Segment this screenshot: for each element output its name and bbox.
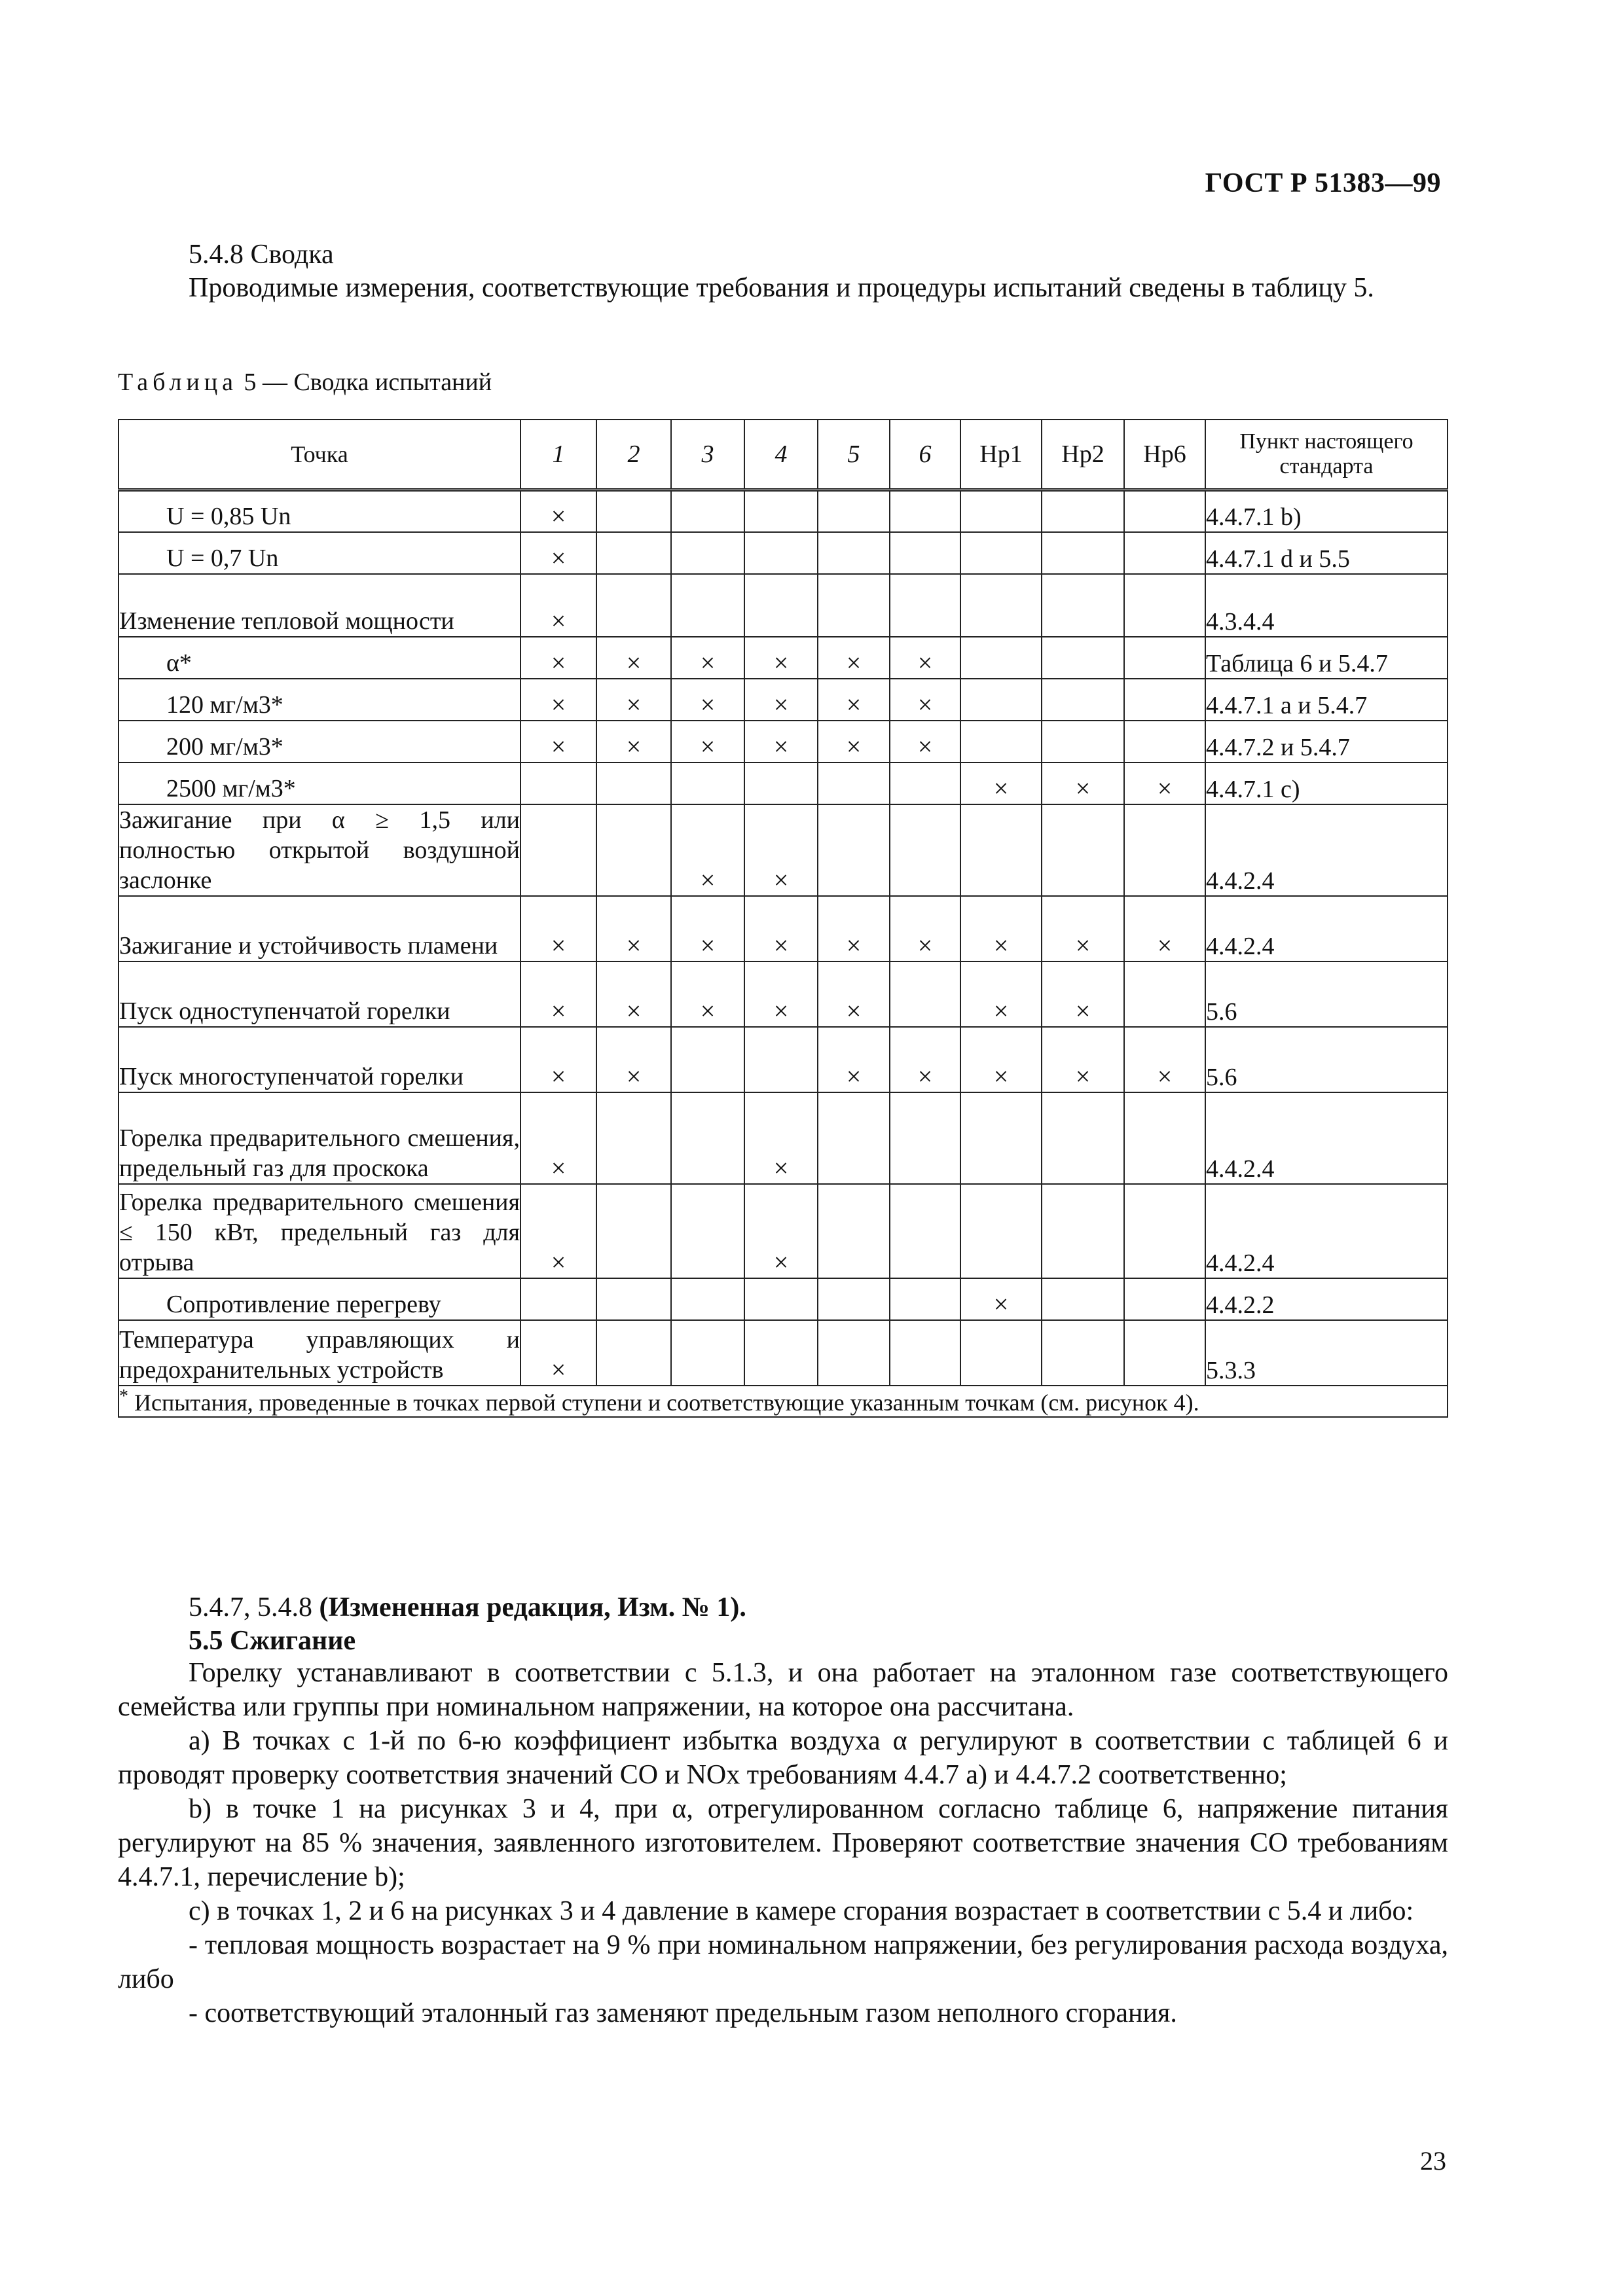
row-point-label bbox=[119, 490, 520, 532]
row-mark-cell: × bbox=[520, 490, 596, 532]
intro-paragraph: Проводимые измерения, соответствующие требования и процедуры испытаний сведены в таблицу 5. bbox=[189, 273, 1374, 303]
footnote-text: Испытания, проведенные в точках первой ступени и соответствующие указанным точкам (см. рисунок 4). bbox=[134, 1389, 1199, 1416]
row-mark-cell bbox=[596, 1320, 671, 1386]
row-mark-cell bbox=[1124, 1092, 1205, 1184]
table-footnote: * Испытания, проведенные в точках первой ступени и соответствующие указанным точкам (см. рисунок 4). bbox=[119, 1386, 1448, 1417]
row-point-text: α* bbox=[166, 649, 192, 677]
paragraph-dash-2: - соответствующий эталонный газ заменяют предельным газом неполного сгорания. bbox=[189, 1998, 1177, 2028]
row-mark-cell: × bbox=[960, 1278, 1042, 1320]
row-mark-cell bbox=[1124, 1320, 1205, 1386]
row-mark-cell bbox=[1042, 721, 1124, 762]
table-row bbox=[119, 574, 1448, 637]
section-heading-5-4-8: 5.4.8 Сводка bbox=[189, 240, 334, 270]
row-point-label bbox=[119, 961, 520, 1027]
row-mark-cell: × bbox=[1042, 1027, 1124, 1092]
row-mark-cell bbox=[1124, 637, 1205, 679]
row-mark-cell: × bbox=[520, 1027, 596, 1092]
column-header-3: 3 bbox=[671, 420, 744, 490]
row-point-label bbox=[119, 1184, 520, 1278]
row-mark-cell: × bbox=[744, 804, 818, 896]
row-point-label bbox=[119, 574, 520, 637]
row-mark-cell bbox=[960, 1184, 1042, 1278]
row-mark-cell bbox=[596, 574, 671, 637]
row-mark-cell bbox=[744, 1320, 818, 1386]
row-mark-cell: × bbox=[744, 1184, 818, 1278]
table-caption-title: 5 — Сводка испытаний bbox=[244, 368, 492, 396]
column-header-5: 5 bbox=[818, 420, 890, 490]
row-mark-cell: × bbox=[520, 721, 596, 762]
table-row bbox=[119, 896, 1448, 961]
row-mark-cell bbox=[1042, 1320, 1124, 1386]
row-mark-cell: × bbox=[520, 896, 596, 961]
row-mark-cell bbox=[1042, 490, 1124, 532]
row-mark-cell: × bbox=[890, 679, 960, 721]
row-mark-cell: × bbox=[596, 896, 671, 961]
row-mark-cell: × bbox=[744, 896, 818, 961]
row-mark-cell bbox=[890, 1184, 960, 1278]
table-caption-label: Таблица bbox=[118, 368, 238, 396]
row-clause-ref: 4.4.2.4 bbox=[1205, 896, 1448, 961]
row-clause-ref: 4.4.7.1 d и 5.5 bbox=[1205, 532, 1448, 574]
row-mark-cell bbox=[596, 762, 671, 804]
row-point-text: Сопротивление перегреву bbox=[166, 1290, 441, 1318]
row-mark-cell: × bbox=[818, 896, 890, 961]
row-mark-cell bbox=[596, 490, 671, 532]
row-mark-cell bbox=[890, 762, 960, 804]
row-mark-cell: × bbox=[744, 1092, 818, 1184]
row-mark-cell bbox=[1124, 804, 1205, 896]
row-mark-cell bbox=[960, 490, 1042, 532]
row-point-label bbox=[119, 679, 520, 721]
section-heading-5-5: 5.5 Сжигание bbox=[189, 1626, 356, 1656]
row-mark-cell bbox=[890, 574, 960, 637]
table-row bbox=[119, 532, 1448, 574]
row-mark-cell bbox=[1124, 1184, 1205, 1278]
row-mark-cell: × bbox=[1124, 1027, 1205, 1092]
row-mark-cell bbox=[1124, 1278, 1205, 1320]
row-mark-cell: × bbox=[671, 637, 744, 679]
row-mark-cell: × bbox=[1042, 762, 1124, 804]
row-mark-cell: × bbox=[744, 721, 818, 762]
row-mark-cell: × bbox=[520, 1320, 596, 1386]
row-mark-cell bbox=[960, 804, 1042, 896]
row-mark-cell bbox=[671, 1320, 744, 1386]
row-mark-cell bbox=[1124, 679, 1205, 721]
row-point-text: Зажигание и устойчивость пламени bbox=[119, 931, 498, 960]
row-mark-cell: × bbox=[960, 961, 1042, 1027]
row-point-text: Горелка предварительного смешения ≤ 150 кВт, предельный газ для отрыва bbox=[119, 1188, 520, 1276]
row-mark-cell: × bbox=[744, 961, 818, 1027]
row-mark-cell bbox=[890, 1320, 960, 1386]
row-mark-cell bbox=[671, 1184, 744, 1278]
row-clause-ref: Таблица 6 и 5.4.7 bbox=[1205, 637, 1448, 679]
row-mark-cell bbox=[960, 721, 1042, 762]
row-mark-cell: × bbox=[818, 1027, 890, 1092]
amendment-note bbox=[189, 1592, 746, 1623]
page-number: 23 bbox=[1420, 2146, 1446, 2176]
table-row bbox=[119, 1184, 1448, 1278]
row-mark-cell: × bbox=[1124, 762, 1205, 804]
row-point-label bbox=[119, 1027, 520, 1092]
row-mark-cell bbox=[818, 490, 890, 532]
row-mark-cell bbox=[1042, 1184, 1124, 1278]
row-mark-cell bbox=[744, 574, 818, 637]
column-header-2: 2 bbox=[596, 420, 671, 490]
table-header-row bbox=[119, 420, 1448, 490]
column-header-1: 1 bbox=[520, 420, 596, 490]
footnote-row bbox=[119, 1386, 1448, 1417]
row-mark-cell bbox=[744, 762, 818, 804]
row-clause-ref: 4.4.7.2 и 5.4.7 bbox=[1205, 721, 1448, 762]
row-mark-cell bbox=[890, 532, 960, 574]
amendment-label: (Измененная редакция, Изм. № 1). bbox=[319, 1592, 746, 1623]
row-mark-cell bbox=[818, 1184, 890, 1278]
row-mark-cell bbox=[960, 1320, 1042, 1386]
row-point-text: Горелка предварительного смешения, предельный газ для проскока bbox=[119, 1124, 520, 1182]
row-mark-cell bbox=[890, 490, 960, 532]
row-clause-ref: 4.4.2.4 bbox=[1205, 1092, 1448, 1184]
row-mark-cell bbox=[818, 574, 890, 637]
paragraph-c: с) в точках 1, 2 и 6 на рисунках 3 и 4 давление в камере сгорания возрастает в соответствии с 5.4 и либо: bbox=[189, 1896, 1414, 1926]
row-point-label bbox=[119, 896, 520, 961]
row-mark-cell: × bbox=[818, 637, 890, 679]
row-mark-cell bbox=[890, 1278, 960, 1320]
row-mark-cell bbox=[960, 574, 1042, 637]
row-mark-cell bbox=[960, 679, 1042, 721]
paragraph-a: а) В точках с 1-й по 6-ю коэффициент избытка воздуха α регулируют в соответствии с таблицей 6 и проводят проверку соответствия значений СО и NOx требованиям 4.4.7 а) и 4.4.7.2 соответственно; bbox=[118, 1726, 1448, 1790]
row-mark-cell bbox=[960, 1092, 1042, 1184]
table-row bbox=[119, 762, 1448, 804]
row-mark-cell bbox=[596, 1092, 671, 1184]
row-mark-cell: × bbox=[520, 679, 596, 721]
row-mark-cell bbox=[744, 1278, 818, 1320]
row-mark-cell: × bbox=[520, 961, 596, 1027]
column-header-6: 6 bbox=[890, 420, 960, 490]
row-mark-cell: × bbox=[671, 804, 744, 896]
table-row bbox=[119, 804, 1448, 896]
row-mark-cell bbox=[818, 1278, 890, 1320]
row-mark-cell bbox=[596, 1184, 671, 1278]
row-mark-cell: × bbox=[960, 896, 1042, 961]
row-mark-cell: × bbox=[671, 961, 744, 1027]
row-mark-cell: × bbox=[596, 637, 671, 679]
row-clause-ref: 4.4.2.2 bbox=[1205, 1278, 1448, 1320]
row-mark-cell: × bbox=[671, 721, 744, 762]
row-point-text: 200 мг/м3* bbox=[166, 732, 283, 761]
row-mark-cell bbox=[1042, 804, 1124, 896]
row-point-text: 120 мг/м3* bbox=[166, 691, 283, 719]
row-mark-cell: × bbox=[1042, 961, 1124, 1027]
summary-table bbox=[118, 419, 1448, 1418]
table-row bbox=[119, 637, 1448, 679]
row-mark-cell bbox=[1042, 637, 1124, 679]
column-header-hp1: Hp1 bbox=[960, 420, 1042, 490]
row-mark-cell bbox=[960, 532, 1042, 574]
table-row bbox=[119, 1027, 1448, 1092]
row-mark-cell bbox=[1042, 1278, 1124, 1320]
row-clause-ref: 4.4.7.1 а и 5.4.7 bbox=[1205, 679, 1448, 721]
table-row bbox=[119, 679, 1448, 721]
section-5-5-body bbox=[118, 1656, 1448, 2030]
row-mark-cell bbox=[890, 961, 960, 1027]
row-mark-cell bbox=[671, 574, 744, 637]
table-row bbox=[119, 490, 1448, 532]
row-mark-cell: × bbox=[890, 637, 960, 679]
row-clause-ref: 4.3.4.4 bbox=[1205, 574, 1448, 637]
amendment-refs: 5.4.7, 5.4.8 bbox=[189, 1592, 312, 1623]
row-point-text: 2500 мг/м3* bbox=[166, 774, 296, 802]
row-mark-cell bbox=[1124, 490, 1205, 532]
column-header-hp2: Hp2 bbox=[1042, 420, 1124, 490]
row-mark-cell bbox=[890, 804, 960, 896]
row-point-text: U = 0,7 Un bbox=[166, 544, 279, 572]
row-mark-cell: × bbox=[596, 721, 671, 762]
row-mark-cell bbox=[1042, 532, 1124, 574]
row-point-text: Температура управляющих и предохранительных устройств bbox=[119, 1325, 520, 1384]
column-header-clause: Пункт настоящего стандарта bbox=[1205, 420, 1448, 490]
table-caption bbox=[118, 368, 492, 397]
row-mark-cell bbox=[671, 1278, 744, 1320]
row-clause-ref: 5.6 bbox=[1205, 961, 1448, 1027]
row-mark-cell bbox=[1124, 961, 1205, 1027]
row-mark-cell: × bbox=[596, 1027, 671, 1092]
row-point-label bbox=[119, 1092, 520, 1184]
column-header-hp6: Hp6 bbox=[1124, 420, 1205, 490]
row-mark-cell bbox=[671, 532, 744, 574]
row-mark-cell bbox=[818, 532, 890, 574]
row-mark-cell bbox=[596, 532, 671, 574]
row-mark-cell bbox=[520, 804, 596, 896]
row-clause-ref: 5.6 bbox=[1205, 1027, 1448, 1092]
row-mark-cell bbox=[671, 1027, 744, 1092]
row-mark-cell bbox=[960, 637, 1042, 679]
row-mark-cell bbox=[818, 762, 890, 804]
row-mark-cell: × bbox=[818, 679, 890, 721]
row-point-label bbox=[119, 1320, 520, 1386]
row-point-text: Пуск одноступенчатой горелки bbox=[119, 997, 450, 1025]
row-mark-cell: × bbox=[1124, 896, 1205, 961]
row-point-text: Пуск многоступенчатой горелки bbox=[119, 1062, 464, 1090]
column-header-4: 4 bbox=[744, 420, 818, 490]
row-mark-cell bbox=[671, 1092, 744, 1184]
row-mark-cell bbox=[818, 1320, 890, 1386]
row-mark-cell: × bbox=[671, 896, 744, 961]
row-mark-cell bbox=[1042, 1092, 1124, 1184]
row-mark-cell: × bbox=[818, 721, 890, 762]
row-mark-cell bbox=[520, 1278, 596, 1320]
row-clause-ref: 5.3.3 bbox=[1205, 1320, 1448, 1386]
table-row bbox=[119, 1092, 1448, 1184]
paragraph-b: b) в точке 1 на рисунках 3 и 4, при α, отрегулированном согласно таблице 6, напряжение питания регулируют на 85 % значения, заявленного изготовителем. Проверяют соответствие значения СО требованиям 4.4.7.1, перечисление b); bbox=[118, 1794, 1448, 1892]
row-mark-cell: × bbox=[818, 961, 890, 1027]
row-mark-cell: × bbox=[890, 1027, 960, 1092]
row-mark-cell: × bbox=[890, 896, 960, 961]
row-mark-cell: × bbox=[960, 762, 1042, 804]
row-mark-cell: × bbox=[596, 961, 671, 1027]
column-header-point: Точка bbox=[119, 420, 520, 490]
row-mark-cell bbox=[890, 1092, 960, 1184]
row-mark-cell bbox=[1124, 574, 1205, 637]
table-row bbox=[119, 721, 1448, 762]
row-mark-cell bbox=[818, 804, 890, 896]
row-point-label bbox=[119, 637, 520, 679]
row-point-label bbox=[119, 804, 520, 896]
row-point-label bbox=[119, 762, 520, 804]
row-point-label bbox=[119, 532, 520, 574]
row-mark-cell: × bbox=[744, 637, 818, 679]
paragraph-1: Горелку устанавливают в соответствии с 5.1.3, и она работает на эталонном газе соответствующего семейства или группы при номинальном напряжении, на которое она рассчитана. bbox=[118, 1658, 1448, 1722]
row-mark-cell bbox=[1124, 532, 1205, 574]
table-row bbox=[119, 1320, 1448, 1386]
row-point-text: U = 0,85 Un bbox=[166, 502, 291, 530]
table-body bbox=[119, 490, 1448, 1386]
row-mark-cell bbox=[596, 1278, 671, 1320]
row-mark-cell bbox=[1042, 679, 1124, 721]
row-mark-cell: × bbox=[520, 1092, 596, 1184]
row-mark-cell: × bbox=[1042, 896, 1124, 961]
row-mark-cell: × bbox=[596, 679, 671, 721]
row-mark-cell bbox=[520, 762, 596, 804]
standard-header: ГОСТ Р 51383—99 bbox=[1205, 168, 1441, 198]
row-mark-cell: × bbox=[744, 679, 818, 721]
row-mark-cell bbox=[818, 1092, 890, 1184]
row-clause-ref: 4.4.2.4 bbox=[1205, 1184, 1448, 1278]
row-mark-cell: × bbox=[520, 532, 596, 574]
row-point-text: Зажигание при α ≥ 1,5 или полностью открытой воздушной заслонке bbox=[119, 806, 520, 894]
row-mark-cell bbox=[596, 804, 671, 896]
row-clause-ref: 4.4.2.4 bbox=[1205, 804, 1448, 896]
row-clause-ref: 4.4.7.1 с) bbox=[1205, 762, 1448, 804]
row-mark-cell bbox=[744, 490, 818, 532]
row-mark-cell: × bbox=[520, 574, 596, 637]
row-mark-cell: × bbox=[520, 637, 596, 679]
row-point-label bbox=[119, 1278, 520, 1320]
row-point-text: Изменение тепловой мощности bbox=[119, 607, 454, 635]
row-mark-cell bbox=[671, 490, 744, 532]
paragraph-dash-1: - тепловая мощность возрастает на 9 % при номинальном напряжении, без регулирования расхода воздуха, либо bbox=[118, 1930, 1448, 1994]
table-row bbox=[119, 961, 1448, 1027]
row-mark-cell bbox=[1042, 574, 1124, 637]
row-mark-cell bbox=[1124, 721, 1205, 762]
row-mark-cell: × bbox=[671, 679, 744, 721]
row-mark-cell: × bbox=[890, 721, 960, 762]
row-mark-cell: × bbox=[960, 1027, 1042, 1092]
row-clause-ref: 4.4.7.1 b) bbox=[1205, 490, 1448, 532]
table-row bbox=[119, 1278, 1448, 1320]
row-mark-cell: × bbox=[520, 1184, 596, 1278]
row-mark-cell bbox=[744, 1027, 818, 1092]
row-mark-cell bbox=[671, 762, 744, 804]
row-point-label bbox=[119, 721, 520, 762]
row-mark-cell bbox=[744, 532, 818, 574]
